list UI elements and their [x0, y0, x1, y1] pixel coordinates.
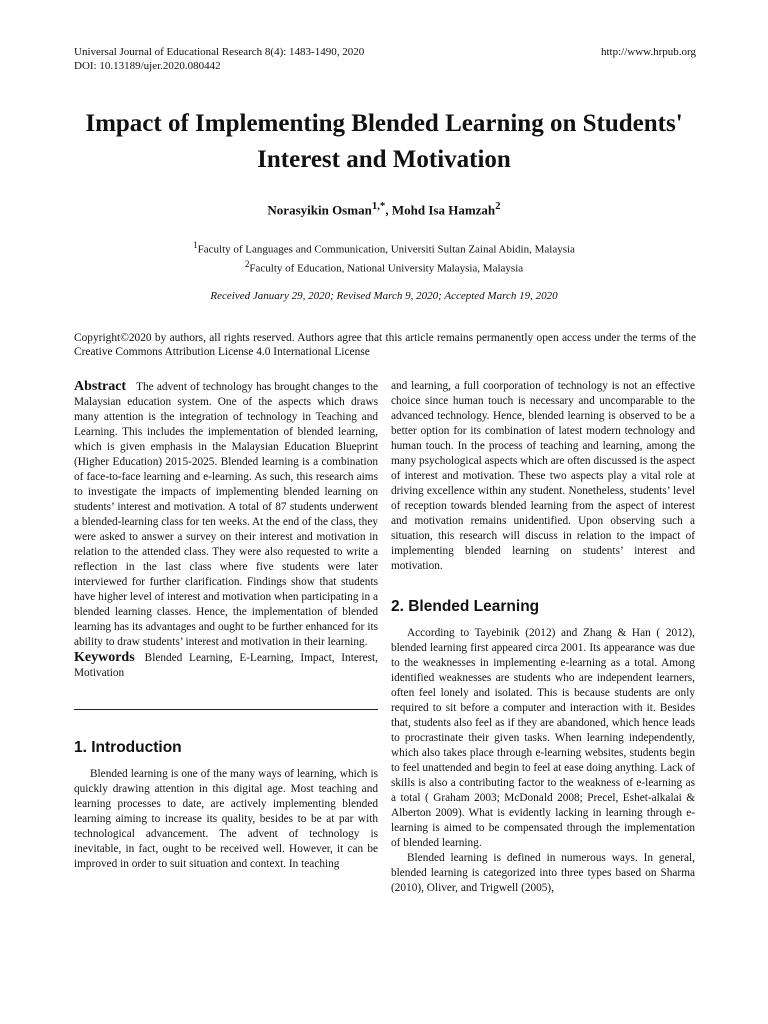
blended-learning-heading: 2. Blended Learning [391, 598, 540, 615]
intro-heading: 1. Introduction [74, 739, 182, 756]
publication-dates: Received January 29, 2020; Revised March 9, 2020; Accepted March 19, 2020 [210, 290, 558, 302]
doi: DOI: 10.13189/ujer.2020.080442 [74, 60, 221, 72]
keywords-label: Keywords [74, 650, 135, 665]
journal-url[interactable]: http://www.hrpub.org [600, 46, 696, 58]
author-separator: , [385, 202, 392, 218]
abstract-label: Abstract [74, 379, 127, 394]
journal-header [74, 45, 364, 73]
section-divider [74, 709, 378, 710]
blended-learning-paragraph-1: According to Tayebinik (2012) and Zhang & Han ( 2012), blended learning first appeared circa 2001. Its appearance was due to the weaknesses in implementing e-learning as a total. Among identified weaknesses are students who are independent learners, often feel lonely and isolated. This is because students are only required to sit before a computer and interaction with it. Besides that, students also feel as if they are abandoned, which hence leads to procrastinate their given tasks. When learning independently, which also takes place through e-learning websites, students begin to feel unattended and begin to feel at ease doing anything. Lack of skills is also a contributing factor to the weakness of e-learning as a total ( Graham 2003; McDonald 2008; Precel, Eshet-alkalai & Alberton 2009). What is evidently lacking in learning through e-learning is aimed to be compensated through the implementation of blended learning. [391, 627, 695, 849]
affiliations [0, 238, 768, 275]
affiliation-1-mark: 1 [193, 240, 198, 250]
keywords-text: Blended Learning, E-Learning, Impact, Interest, Motivation [74, 652, 378, 679]
affiliation-2-mark: 2 [244, 258, 250, 269]
affiliation-2 [0, 257, 768, 276]
author-2: Mohd Isa Hamzah [391, 202, 496, 218]
blended-learning-paragraph-2: Blended learning is defined in numerous ways. In general, blended learning is categorized into three types based on Sharma (2010), Oliver, and Trigwell (2005), [391, 852, 695, 894]
abstract-text: The advent of technology has brought changes to the Malaysian education system. One of the aspects which draws many attention is the integration of technology in Teaching and Learning. This includes the implementation of blended learning, which is given emphasis in the Malaysian Education Blueprint (Higher Education) 2015-2025. Blended learning is a combination of face-to-face learning and e-learning. As such, this research aims to investigate the impacts of implementing blended learning on students’ interest and motivation. A total of 87 students underwent a blended-learning class for ten weeks. At the end of the class, they were asked to answer a survey on their interest and motivation in relation to the attended class. They were also requested to write a reflection in the last class where five students were later interviewed for further clarification. Findings show that students have higher level of interest and motivation when participating in a blended learning classes. Hence, the implementation of blended learning has its advantages and ought to be further enhanced for its ability to draw students’ interest and motivation in their learning. [74, 381, 378, 648]
affiliation-1-text: Faculty of Languages and Communication, Universiti Sultan Zainal Abidin, Malaysia [197, 243, 575, 256]
author-2-affil: 2 [495, 200, 501, 212]
affiliation-1 [0, 238, 768, 257]
author-1: Norasyikin Osman [267, 202, 372, 218]
keywords [74, 650, 378, 681]
abstract [74, 379, 378, 650]
author-1-affil: 1,* [371, 200, 386, 212]
intro-paragraph-continued: and learning, a full coorporation of technology is not an effective choice since human touch is necessary and uncomparable to the advanced technology. Hence, blended learning is observed to be a better option for its combination of latest modern technology and human touch. In the process of teaching and learning, among the many psychological aspects which are often discussed is the aspect of interest and motivation. These two aspects play a vital role at driving excellence within any student. Nonetheless, students’ level of reception towards blended learning from the aspect of interest and motivation remains unidentified. Upon observing such a situation, this research will discuss in relation to the impact of implementing blended learning on students’ interest and motivation. [391, 380, 695, 572]
journal-citation: Universal Journal of Educational Research 8(4): 1483-1490, 2020 [74, 46, 365, 58]
paper-title: Impact of Implementing Blended Learning on Students' Interest and Motivation [85, 110, 683, 173]
intro-paragraph-1: Blended learning is one of the many ways of learning, which is quickly drawing attention in this digital age. Most teaching and learning processes to date, are actively implementing blended learning aiming to increase its quality, besides to be at par with technological advancement. The advent of technology is inevitable, in fact, ought to be received well. However, it can be improved in order to suit situation and context. In teaching [74, 768, 378, 870]
right-column [391, 379, 695, 896]
copyright-notice: Copyright©2020 by authors, all rights reserved. Authors agree that this article remains permanently open access under the terms of the Creative Commons Attribution License 4.0 International License [74, 332, 696, 358]
left-column [74, 379, 378, 872]
author-list [0, 200, 768, 218]
affiliation-2-text: Faculty of Education, National University Malaysia, Malaysia [249, 262, 524, 275]
